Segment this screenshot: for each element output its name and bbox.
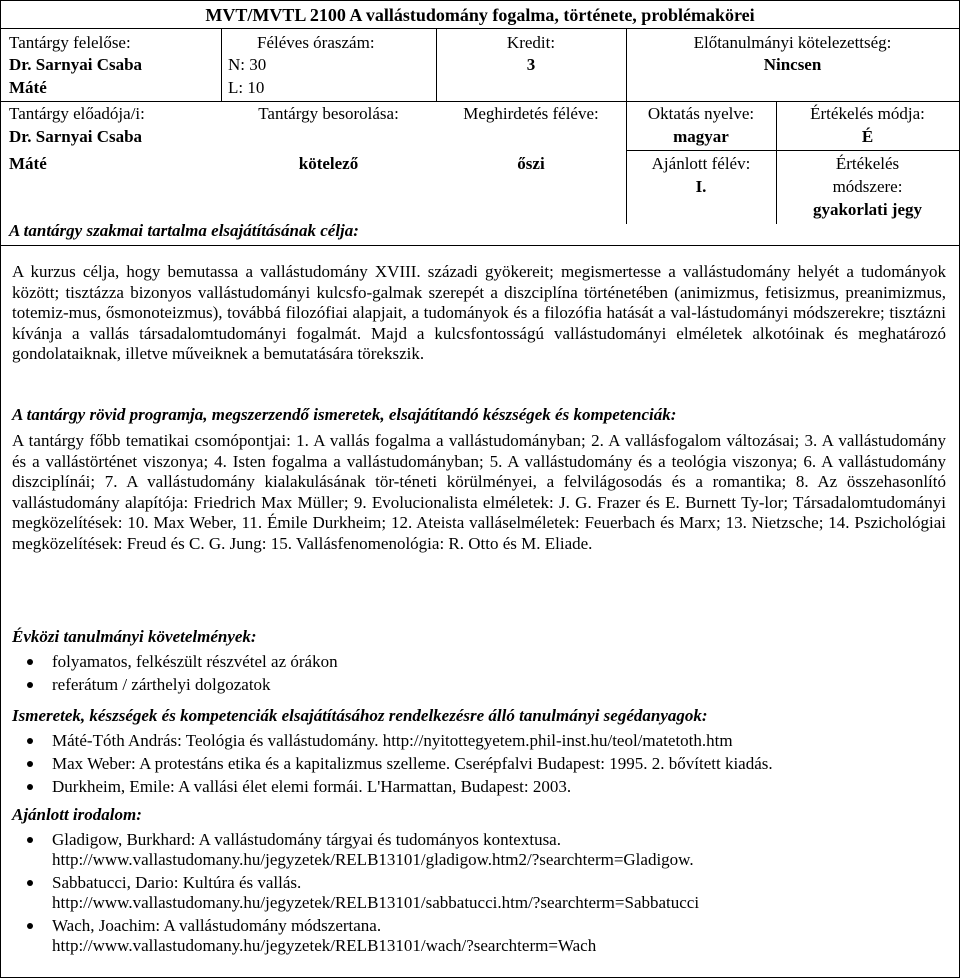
program-text: A tantárgy főbb tematikai csomópontjai: 1. A vallás fogalma a vallástudományban; 2. A vallásfogalom változásai; 3. A vallástudomány és a vallástörténet viszonya; 4. Isten fogalma a vallástudományban; 5. A vallástudomány és a teológia viszonya; 6. A vallástudomány diszciplínái; 7. A vallástudomány kialakulásának tör-téneti körülményei, a felvilágosodás és a romantika; 8. Az összehasonlító vallástudomány alapítója: Friedrich Max Müller; 9. Evolucionalista elméletek: J. G. Frazer és E. Burnett Ty-lor; Társadalomtudományi megközelítések: 10. Max Weber, 11. Émile Durkheim; 12. Ateista valláselméletek: Feuerbach és Marx; 13. Nietzsche; 14. Pszichológiai megközelítések: Freud és C. G. Jung: 15. Vallásfenomenológia: R. Otto és M. Eliade.	[12, 431, 946, 553]
prerequisite-label: Előtanulmányi kötelezettség:	[693, 33, 892, 52]
hours-n: N: 30	[228, 55, 267, 74]
classification-label: Tantárgy besorolása:	[258, 104, 399, 123]
lecturer-name-line1: Dr. Sarnyai Csaba	[9, 127, 143, 146]
materials-list	[12, 731, 952, 800]
prerequisite-value: Nincsen	[763, 55, 822, 74]
literature-item: Wach, Joachim: A vallástudomány módszertana. http://www.vallastudomany.hu/jegyzetek/RELB13101/wach/?searchterm=Wach	[12, 916, 952, 956]
requirement-item: folyamatos, felkészült részvétel az órákon	[12, 652, 952, 672]
bullet-icon	[27, 923, 33, 929]
semester-value: őszi	[517, 154, 545, 173]
goal-heading: A tantárgy szakmai tartalma elsajátításának célja:	[9, 221, 359, 240]
literature-item: Sabbatucci, Dario: Kultúra és vallás. http://www.vallastudomany.hu/jegyzetek/RELB13101/sabbatucci.htm/?searchterm=Sabbatucci	[12, 873, 952, 913]
requirements-heading: Évközi tanulmányi követelmények:	[12, 627, 257, 646]
course-title: MVT/MVTL 2100 A vallástudomány fogalma, története, problémakörei	[205, 5, 755, 25]
language-label: Oktatás nyelve:	[647, 104, 755, 123]
bullet-icon	[27, 784, 33, 790]
responsible-name-line1: Dr. Sarnyai Csaba	[9, 55, 143, 74]
row1-divider	[1, 101, 959, 102]
bullet-icon	[27, 880, 33, 886]
literature-item: Gladigow, Burkhard: A vallástudomány tárgyai és tudományos kontextusa. http://www.vallastudomany.hu/jegyzetek/RELB13101/gladigow.htm2/?searchterm=Gladigow.	[12, 830, 952, 870]
bullet-icon	[27, 738, 33, 744]
program-heading: A tantárgy rövid programja, megszerzendő ismeretek, elsajátítandó készségek és kompetenciák:	[12, 405, 677, 424]
material-item: Max Weber: A protestáns etika és a kapitalizmus szelleme. Cserépfalvi Budapest: 1995. 2. bővített kiadás.	[12, 754, 952, 774]
semester-label: Meghirdetés féléve:	[463, 104, 599, 123]
requirement-item: referátum / zárthelyi dolgozatok	[12, 675, 952, 695]
row2-col-line-2	[776, 101, 777, 224]
credit-value: 3	[526, 55, 536, 74]
hours-label: Féléves óraszám:	[257, 33, 375, 52]
materials-heading: Ismeretek, készségek és kompetenciák elsajátításához rendelkezésre álló tanulmányi segédanyagok:	[12, 706, 708, 725]
hours-l: L: 10	[228, 78, 265, 97]
goal-divider	[1, 245, 959, 246]
assessment-method-label-2: módszere:	[832, 177, 903, 196]
assessment-method-value: gyakorlati jegy	[812, 200, 923, 219]
responsible-label: Tantárgy felelőse:	[9, 33, 131, 52]
literature-link[interactable]: http://www.vallastudomany.hu/jegyzetek/RELB13101/gladigow.htm2/?searchterm=Gladigow.	[52, 850, 694, 869]
classification-value: kötelező	[298, 154, 359, 173]
credit-label: Kredit:	[506, 33, 556, 52]
assessment-divider	[776, 150, 959, 151]
title-divider	[1, 28, 959, 29]
lecturer-label: Tantárgy előadója/i:	[9, 104, 145, 123]
requirements-list	[12, 652, 952, 698]
literature-link[interactable]: http://www.vallastudomany.hu/jegyzetek/RELB13101/sabbatucci.htm/?searchterm=Sabbatucci	[52, 893, 700, 912]
assessment-type-label: Értékelés módja:	[810, 104, 925, 123]
bullet-icon	[27, 761, 33, 767]
material-item: Durkheim, Emile: A vallási élet elemi formái. L'Harmattan, Budapest: 2003.	[12, 777, 952, 797]
literature-heading: Ajánlott irodalom:	[12, 805, 142, 824]
language-divider	[626, 150, 776, 151]
goal-text: A kurzus célja, hogy bemutassa a vallástudomány XVIII. századi gyökereit; megismertesse a vallástudomány helyét a tudományok között; tisztázza bizonyos vallástudományi kulcsfo-galmak szerepét a diszciplína történetében (animizmus, fetisizmus, preanimizmus, totemiz-mus, ősmonoteizmus), továbbá filozófiai alapjait, a tudományok és a filozófia hatását a val-lástudományi módszerekre; tisztázni kívánja a vallás társadalomtudományi fogalmát. Majd a kulcsfontosságú vallástudományi elméletek alkotóinak és meghatározó gondolataiknak, illetve műveiknek a bemutatására törekszik.	[12, 262, 946, 363]
row1-col-line-2	[436, 28, 437, 101]
bullet-icon	[27, 659, 33, 665]
lecturer-name-line2: Máté	[9, 154, 47, 173]
material-item: Máté-Tóth András: Teológia és vallástudomány. http://nyitottegyetem.phil-inst.hu/teol/matetoth.htm	[12, 731, 952, 751]
assessment-method-label-1: Értékelés	[835, 154, 900, 173]
recommended-semester-label: Ajánlott félév:	[651, 154, 751, 173]
row1-col-line-1	[221, 28, 222, 101]
literature-list	[12, 830, 952, 959]
responsible-name-line2: Máté	[9, 78, 47, 97]
literature-link[interactable]: http://www.vallastudomany.hu/jegyzetek/RELB13101/wach/?searchterm=Wach	[52, 936, 597, 955]
row1-col-line-3	[626, 28, 627, 101]
recommended-semester-value: I.	[695, 177, 707, 196]
bullet-icon	[27, 682, 33, 688]
language-value: magyar	[673, 127, 729, 146]
row2-col-line-1	[626, 101, 627, 224]
bullet-icon	[27, 837, 33, 843]
assessment-type-value: É	[861, 127, 874, 146]
